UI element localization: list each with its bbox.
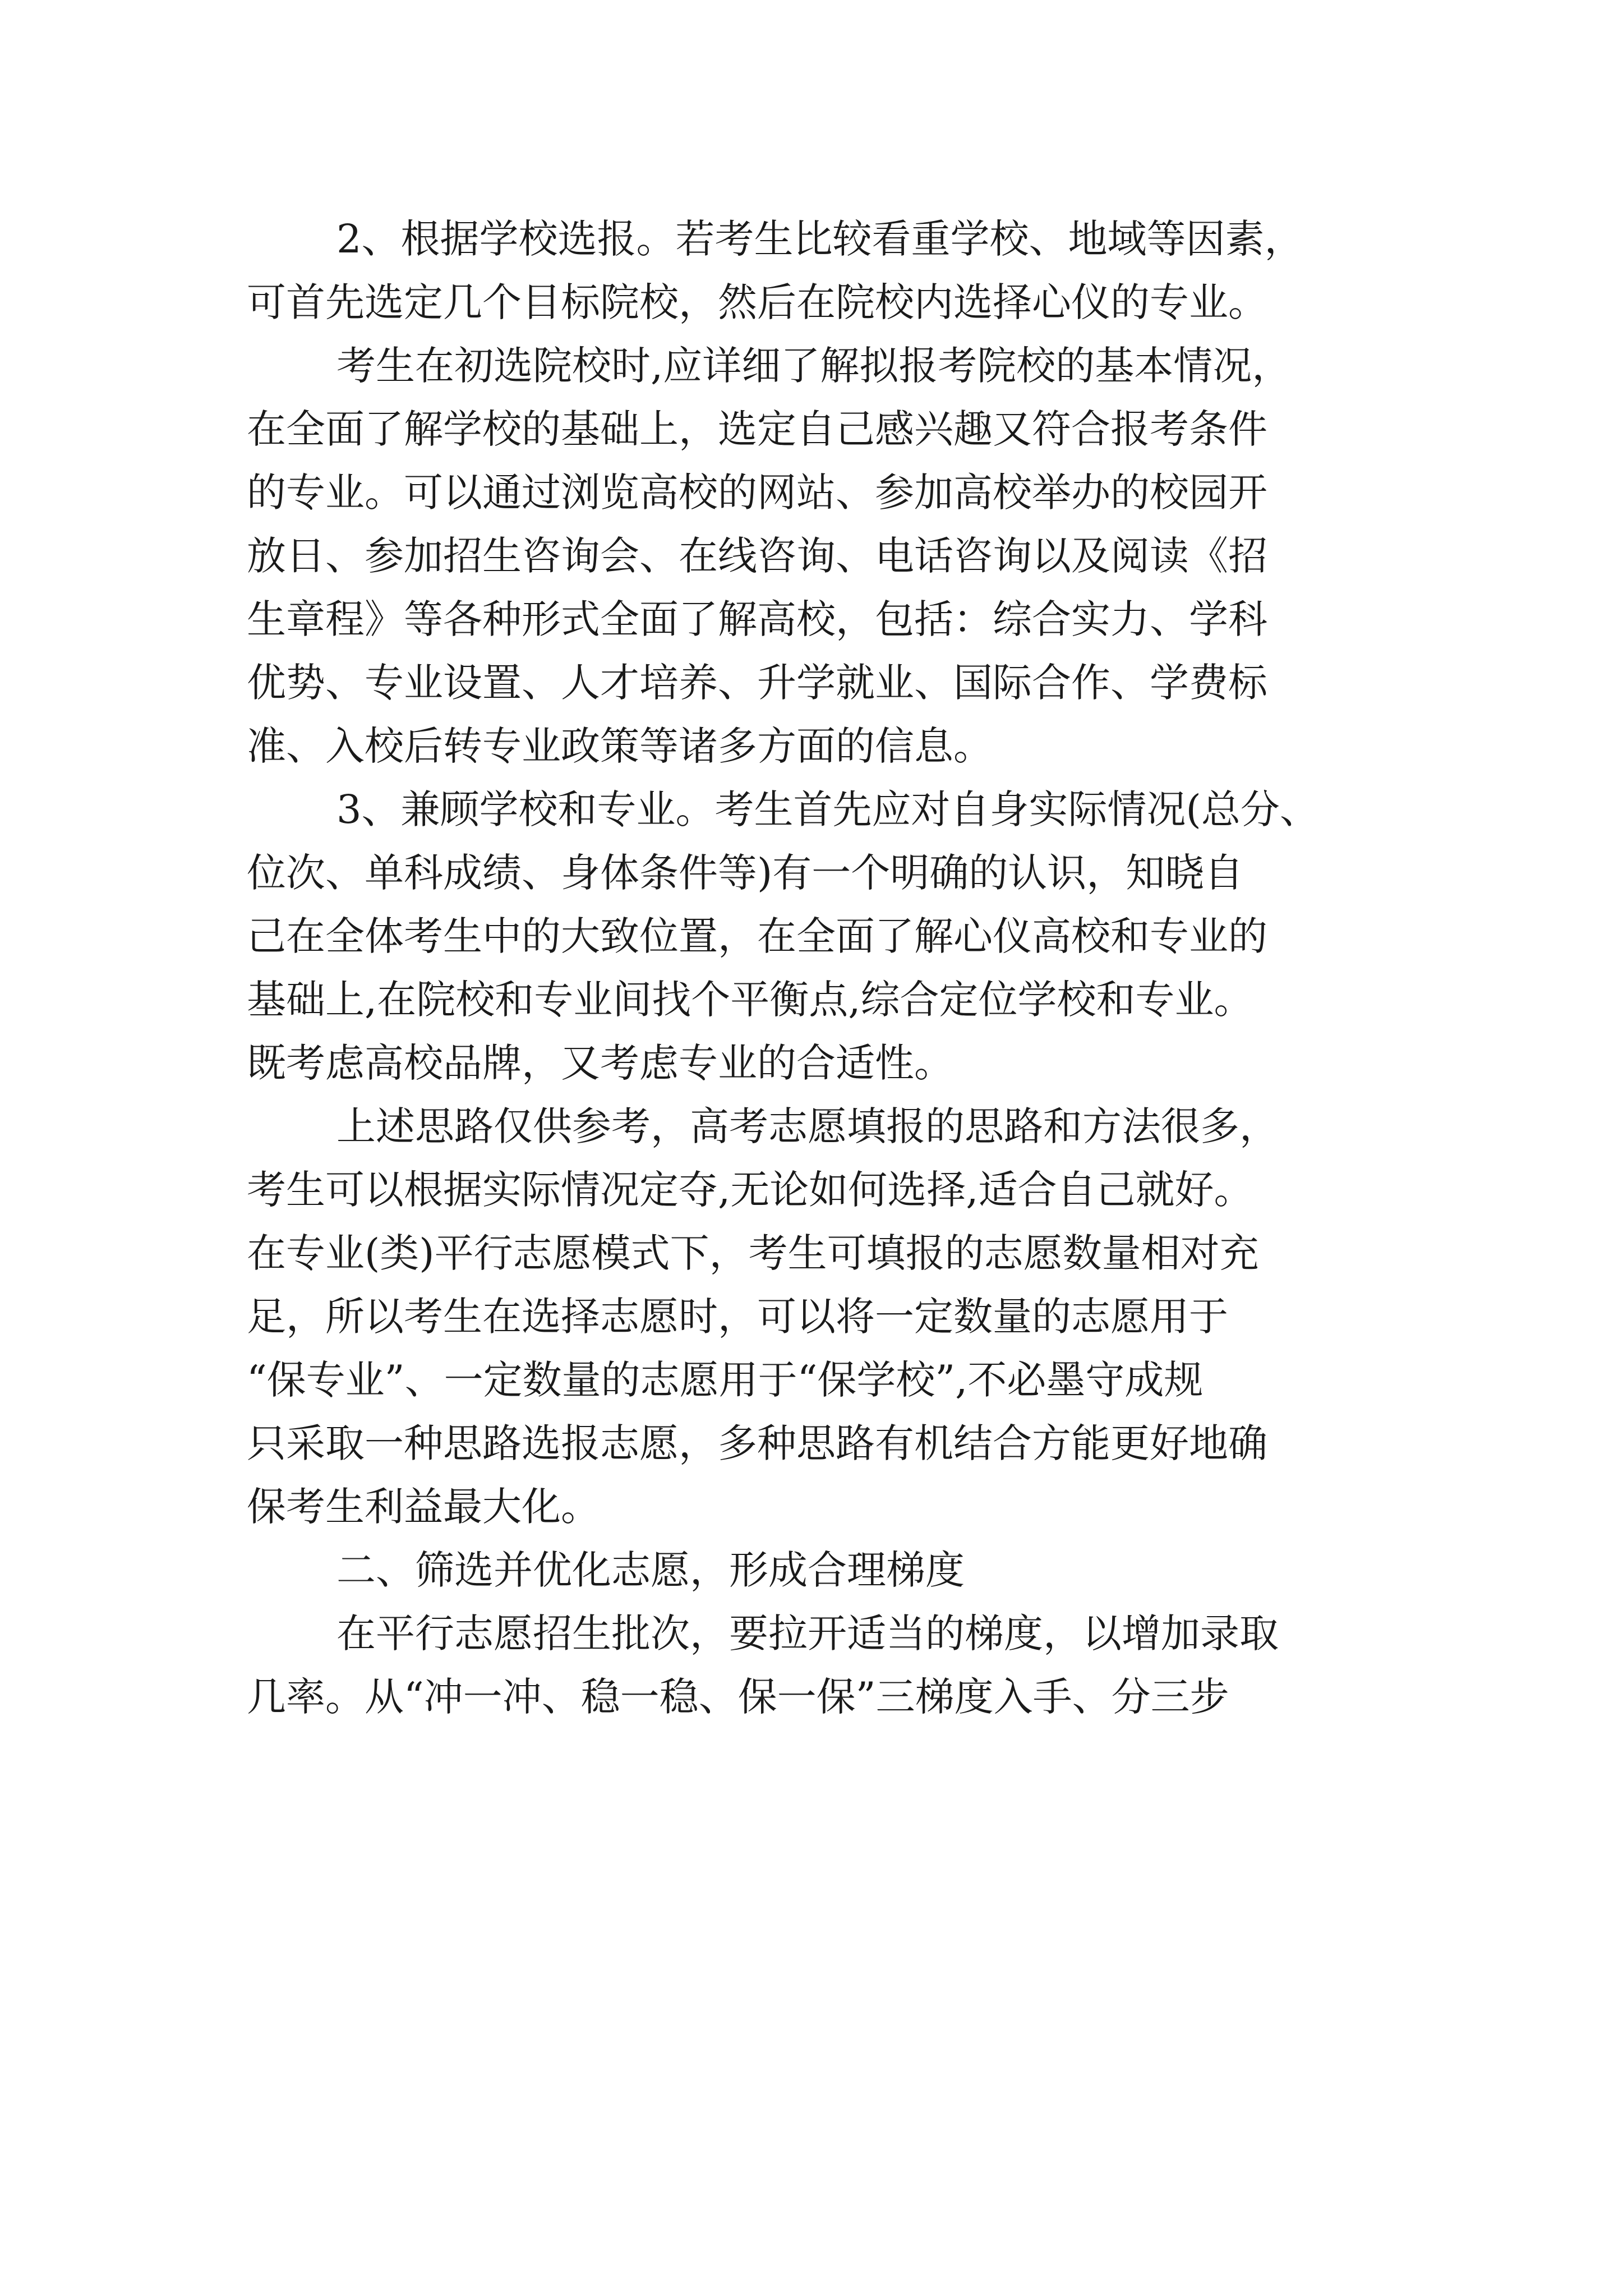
paragraph-line: 只采取一种思路选报志愿，多种思路有机结合方能更好地确 (247, 1420, 1267, 1466)
document-body (247, 208, 1424, 1729)
paragraph-line: 3、兼顾学校和专业。考生首先应对自身实际情况(总分、 (336, 786, 1319, 832)
paragraph-line: 放日、参加招生咨询会、在线咨询、电话咨询以及阅读《招 (247, 533, 1267, 579)
section-heading: 二、筛选并优化志愿，形成合理梯度 (336, 1547, 965, 1593)
paragraph-line: 考生可以根据实际情况定夺,无论如何选择,适合自己就好。 (247, 1167, 1253, 1213)
paragraph-line: 可首先选定几个目标院校，然后在院校内选择心仪的专业。 (247, 279, 1267, 325)
paragraph-line: 在专业(类)平行志愿模式下，考生可填报的志愿数量相对充 (247, 1230, 1259, 1276)
paragraph-line: 考生在初选院校时,应详细了解拟报考院校的基本情况， (336, 343, 1292, 389)
paragraph-line: 生章程》等各种形式全面了解高校，包括：综合实力、学科 (247, 596, 1267, 642)
paragraph-line: 位次、单科成绩、身体条件等)有一个明确的认识，知晓自 (247, 850, 1244, 896)
paragraph-line: 在平行志愿招生批次，要拉开适当的梯度，以增加录取 (336, 1611, 1279, 1657)
paragraph-line: 既考虑高校品牌，又考虑专业的合适性。 (247, 1040, 953, 1086)
paragraph-line: 基础上,在院校和专业间找个平衡点,综合定位学校和专业。 (247, 977, 1253, 1023)
paragraph-line: 几率。从“冲一冲、稳一稳、保一保”三梯度入手、分三步 (247, 1674, 1229, 1720)
paragraph-line: 优势、专业设置、人才培养、升学就业、国际合作、学费标 (247, 660, 1267, 706)
paragraph-line: 保考生利益最大化。 (247, 1484, 600, 1530)
paragraph-line: 的专业。可以通过浏览高校的网站、参加高校举办的校园开 (247, 470, 1267, 516)
paragraph-line: 上述思路仅供参考，高考志愿填报的思路和方法很多， (336, 1103, 1279, 1149)
paragraph-line: 2、根据学校选报。若考生比较看重学校、地域等因素， (336, 216, 1304, 262)
paragraph-line: 在全面了解学校的基础上，选定自己感兴趣又符合报考条件 (247, 406, 1267, 452)
paragraph-line: 足，所以考生在选择志愿时，可以将一定数量的志愿用于 (247, 1294, 1228, 1340)
paragraph-line: “保专业”、一定数量的志愿用于“保学校”,不必墨守成规 (247, 1357, 1204, 1403)
paragraph-line: 己在全体考生中的大致位置，在全面了解心仪高校和专业的 (247, 913, 1267, 959)
paragraph-line: 准、入校后转专业政策等诸多方面的信息。 (247, 723, 993, 769)
